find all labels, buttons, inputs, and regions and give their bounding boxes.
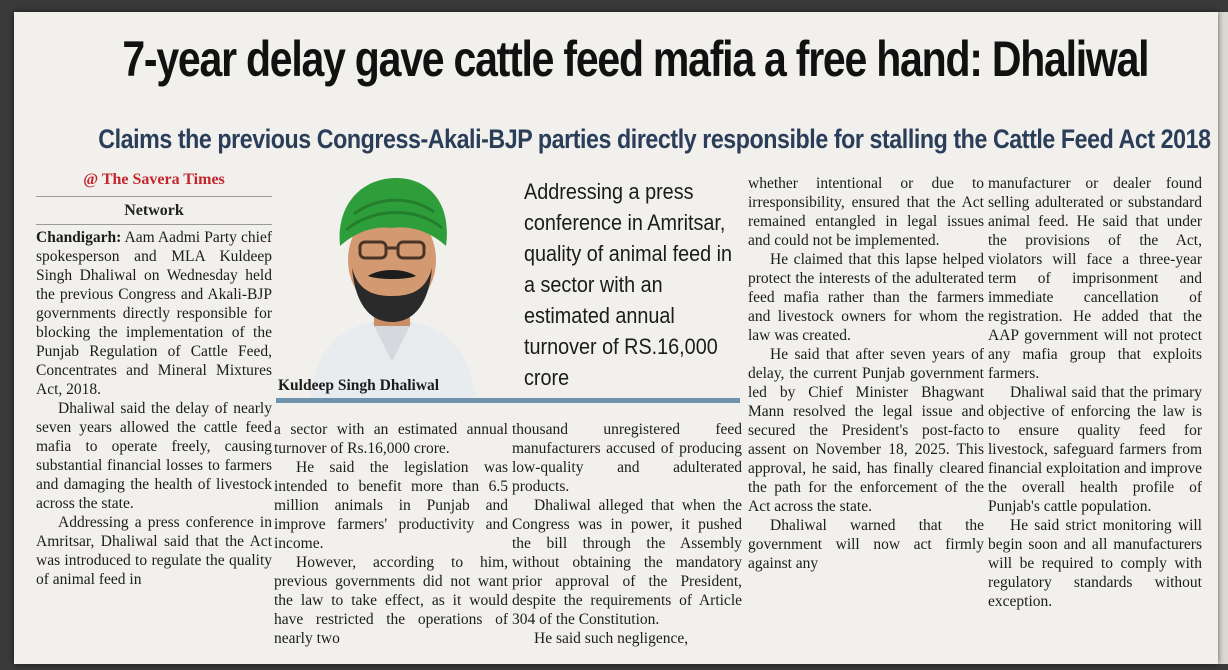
article-paragraph: He said the legislation was intended to benefit more than 6.5 million animals in Punjab and improve farmers' productivity and income. [274, 459, 508, 552]
article-paragraph: a sector with an estimated annual turnover of Rs.16,000 crore. [274, 421, 508, 457]
subheadline: Claims the previous Congress-Akali-BJP parties directly responsible for stalling the Cattle Feed Act 2018 [98, 124, 1211, 154]
headline: 7-year delay gave cattle feed mafia a free hand: Dhaliwal [122, 31, 1149, 87]
pull-quote: Addressing a press conference in Amritsar, quality of animal feed in a sector with an estimated annual turnover of RS.16,000 crore [524, 179, 733, 390]
article-paragraph: Dhaliwal warned that the government will now act firmly against any [748, 517, 984, 572]
portrait-image [276, 172, 508, 400]
article-paragraph: He said such negligence, [534, 630, 689, 647]
portrait-photo [276, 172, 508, 400]
article-paragraph: Dhaliwal alleged that when the Congress was in power, it pushed the bill through the Assembly without obtaining the mandatory prior approval of the President, despite the requirements of Article 304 of the Constitution. [512, 497, 742, 628]
article-paragraph: He claimed that this lapse helped protect the interests of the adulterated feed mafia rather than the farmers and livestock owners for whom the law was created. [748, 251, 984, 344]
article-column-3 [512, 420, 742, 664]
article-paragraph: He said strict monitoring will begin soon and all manufacturers will be required to comply with regulatory standards without exception. [988, 517, 1202, 610]
paragraph-text: Aam Aadmi Party chief spokesperson and MLA Kuldeep Singh Dhaliwal on Wednesday held the previous Congress and Akali-BJP governments directly responsible for blocking the implementation of the Punjab Regulation of Cattle Feed, Concentrates and Mineral Mixtures Act, 2018. [36, 229, 272, 398]
article-paragraph: manufacturer or dealer found selling adulterated or substandard animal feed. He said that under the provisions of the Act, violators will face a three-year term of imprisonment and immediate cancellation of registration. He added that the AAP government will not protect any mafia group that exploits farmers. [988, 175, 1202, 382]
article-paragraph: whether intentional or due to irresponsibility, ensured that the Act remained entangled in legal issues and could not be implemented. [748, 175, 984, 249]
article-column-4 [748, 174, 984, 664]
section-divider [36, 224, 272, 225]
article-paragraph: thousand unregistered feed manufacturers accused of producing low-quality and adulterated products. [512, 421, 742, 495]
byline-source: @ The Savera Times [83, 171, 225, 188]
article-paragraph: Addressing a press conference in Amritsar, Dhaliwal said that the Act was introduced to regulate the quality of animal feed in [36, 514, 272, 588]
article-paragraph: Dhaliwal said that the primary objective of enforcing the law is to ensure quality feed for livestock, safeguard farmers from financial exploitation and improve the overall health profile of Punjab's cattle population. [988, 384, 1202, 515]
photo-caption: Kuldeep Singh Dhaliwal [278, 377, 440, 394]
article-paragraph: Dhaliwal said the delay of nearly seven years allowed the cattle feed mafia to operate freely, causing substantial financial losses to farmers and damaging the health of livestock across the state. [36, 400, 272, 512]
article-paragraph: He said that after seven years of delay, the current Punjab government led by Chief Minister Bhagwant Mann resolved the legal issue and secured the President's post-facto assent on November 18, 2025. This approval, he said, has finally cleared the path for the enforcement of the Act across the state. [748, 346, 984, 515]
article-paragraph [36, 228, 272, 399]
dateline: Chandigarh: [36, 229, 122, 246]
article-column-1 [36, 228, 272, 664]
newspaper-clipping [14, 12, 1218, 664]
article-column-2 [274, 420, 508, 664]
article-column-5 [988, 174, 1202, 664]
adjacent-page-edge [1218, 12, 1228, 664]
byline-section: Network [124, 202, 184, 219]
article-paragraph: However, according to him, previous governments did not want the law to take effect, as it would have restricted the operations of nearly two [274, 554, 508, 647]
byline-divider [36, 196, 272, 197]
pull-quote-rule [276, 398, 740, 403]
